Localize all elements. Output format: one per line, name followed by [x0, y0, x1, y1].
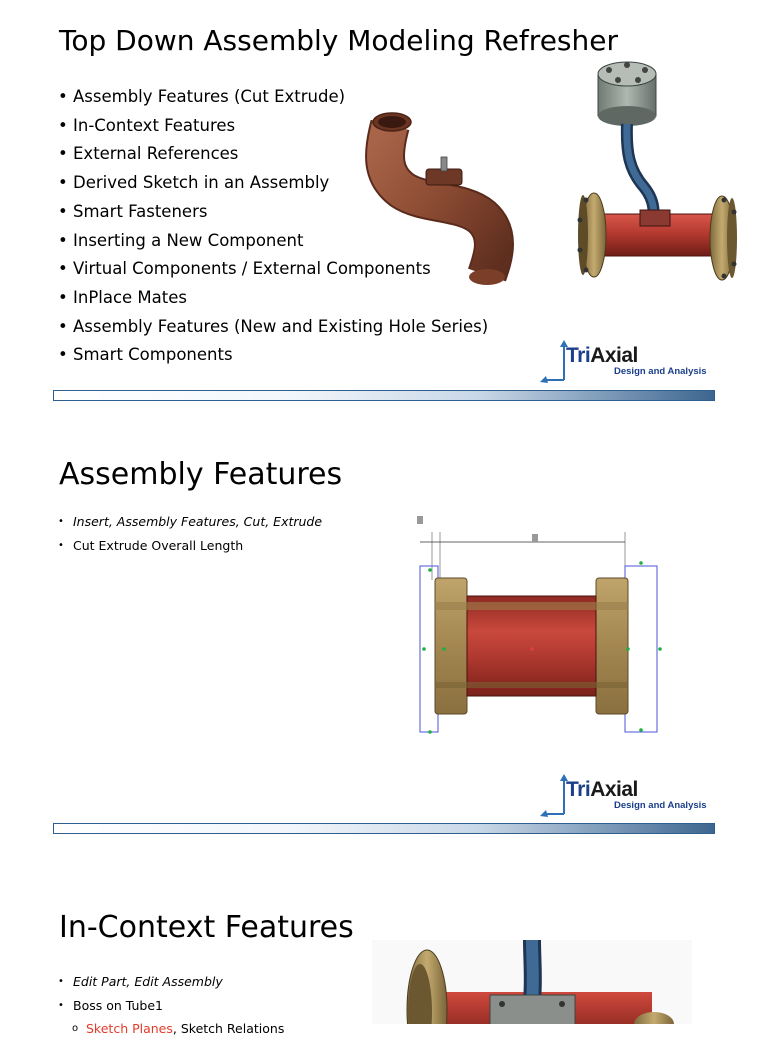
logo-tagline: Design and Analysis — [614, 366, 707, 377]
list-item: • Derived Sketch in an Assembly — [58, 169, 488, 198]
list-item: • Smart Components — [58, 341, 488, 370]
slide-2-title: Assembly Features — [59, 457, 343, 492]
list-item: • Smart Fasteners — [58, 198, 488, 227]
logo-brand: TriAxial — [566, 344, 638, 367]
slide-3-bullet-list — [58, 970, 284, 1041]
list-item: • Inserting a New Component — [58, 227, 488, 256]
list-item: • External References — [58, 140, 488, 169]
list-item: • Insert, Assembly Features, Cut, Extrude — [58, 510, 322, 534]
list-item: • Assembly Features (New and Existing Hole Series) — [58, 313, 488, 342]
list-item: • Virtual Components / External Components — [58, 255, 488, 284]
logo-tagline: Design and Analysis — [614, 800, 707, 811]
slide-1-title: Top Down Assembly Modeling Refresher — [59, 24, 618, 57]
list-item: • Edit Part, Edit Assembly — [58, 970, 284, 994]
sub-list-item: o Sketch Planes, Sketch Relations — [58, 1017, 284, 1041]
in-context-assembly-image — [372, 940, 692, 1024]
list-item: • InPlace Mates — [58, 284, 488, 313]
list-item: • Boss on Tube1 — [58, 994, 284, 1018]
slide-3-title: In-Context Features — [59, 910, 354, 945]
list-item: • In-Context Features — [58, 112, 488, 141]
list-item: • Cut Extrude Overall Length — [58, 534, 322, 558]
logo-brand: TriAxial — [566, 778, 638, 801]
list-item: • Assembly Features (Cut Extrude) — [58, 83, 488, 112]
